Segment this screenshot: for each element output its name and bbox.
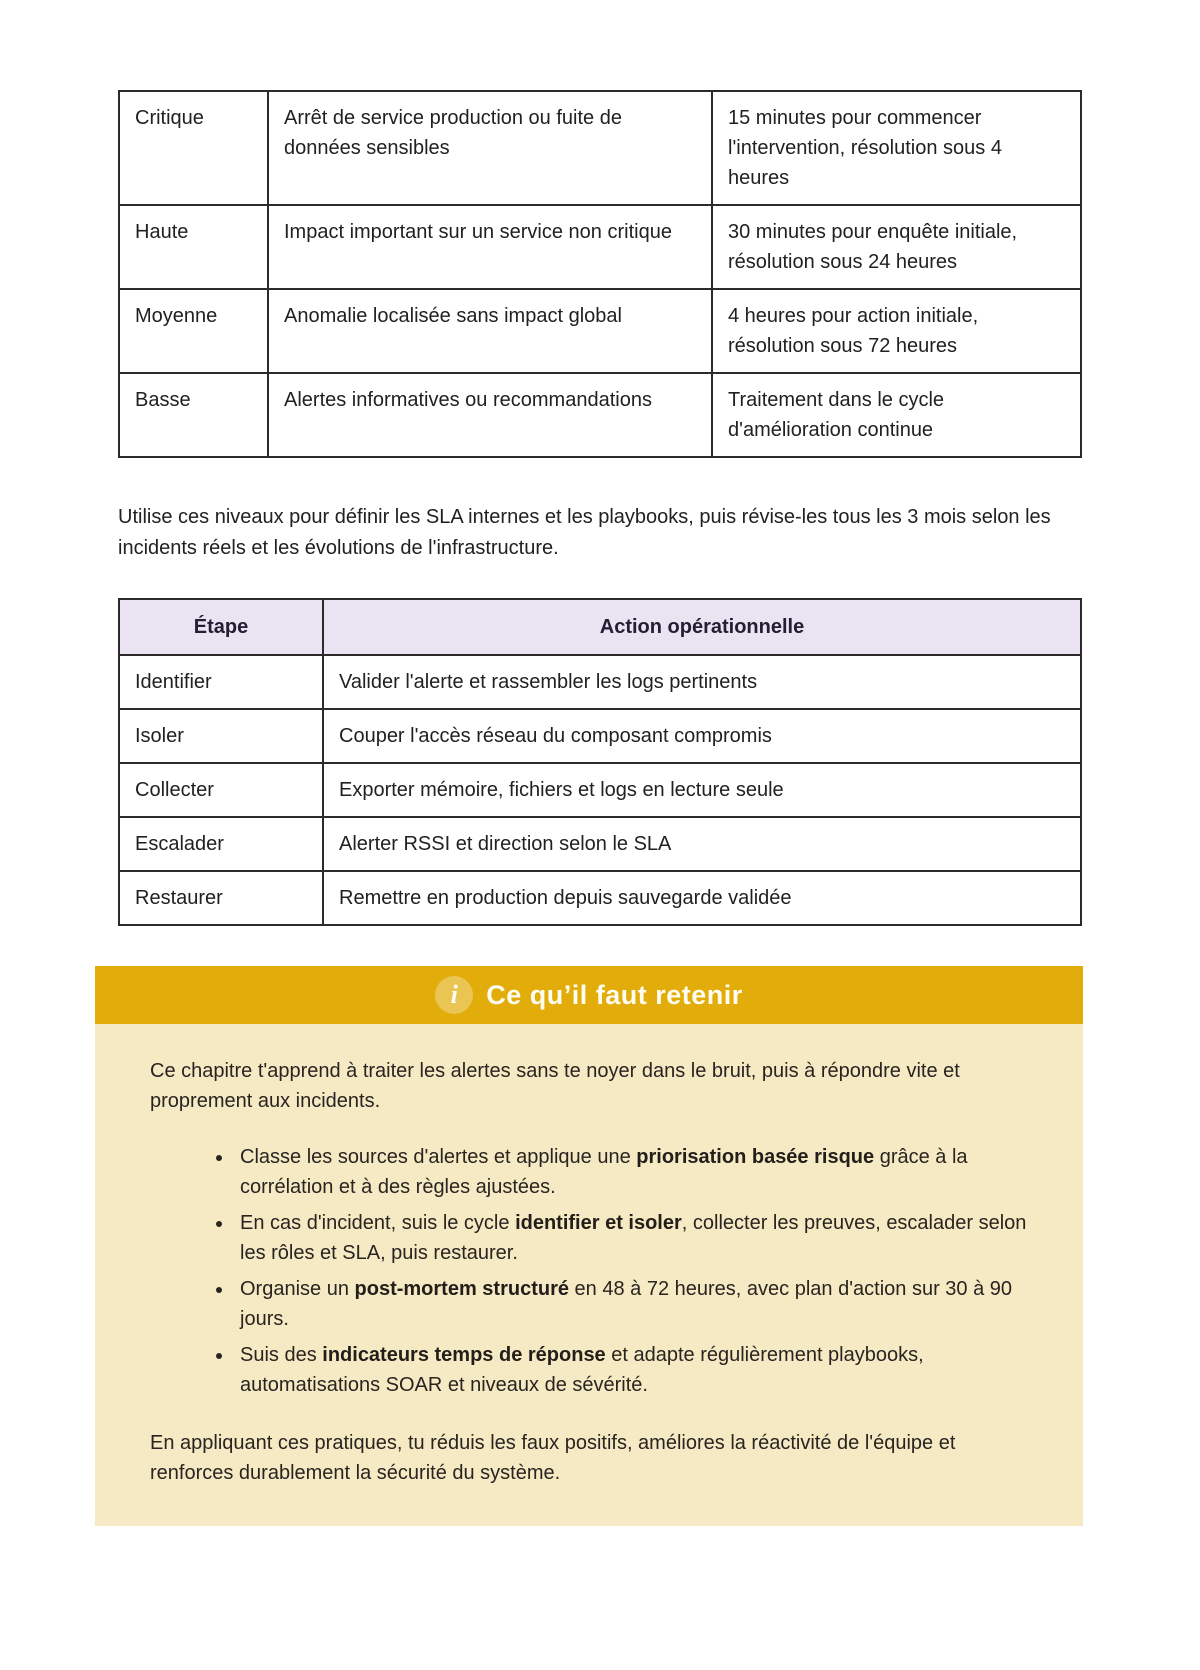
list-item — [234, 1208, 1028, 1268]
step-name-cell: Identifier — [119, 655, 323, 709]
key-takeaways-callout — [95, 966, 1083, 1526]
steps-header-step: Étape — [119, 599, 323, 655]
step-action-cell: Alerter RSSI et direction selon le SLA — [323, 817, 1081, 871]
table-row — [119, 817, 1081, 871]
severity-sla-cell: 30 minutes pour enquête initiale, résolution sous 24 heures — [712, 205, 1081, 289]
callout-header — [95, 966, 1083, 1024]
severity-table — [118, 90, 1082, 458]
bullet-emphasis: post-mortem structuré — [354, 1278, 569, 1300]
bullet-emphasis: indicateurs temps de réponse — [322, 1344, 606, 1366]
severity-level-cell: Moyenne — [119, 289, 268, 373]
bullet-text: grâce à la corrélation et à des règles ajustées. — [240, 1146, 968, 1198]
table-row — [119, 763, 1081, 817]
bullet-text: , collecter les preuves, escalader selon les rôles et SLA, puis restaurer. — [240, 1212, 1027, 1264]
sla-revision-paragraph: Utilise ces niveaux pour définir les SLA internes et les playbooks, puis révise-les tous les 3 mois selon les incidents réels et les évolutions de l'infrastructure. — [118, 506, 1051, 559]
step-action-cell: Valider l'alerte et rassembler les logs pertinents — [323, 655, 1081, 709]
steps-header-action: Action opérationnelle — [323, 599, 1081, 655]
bullet-text: Classe les sources d'alertes et applique une — [240, 1146, 637, 1168]
step-name-cell: Escalader — [119, 817, 323, 871]
step-name-cell: Isoler — [119, 709, 323, 763]
table-row — [119, 871, 1081, 925]
severity-description-cell: Arrêt de service production ou fuite de données sensibles — [268, 91, 712, 205]
bullet-text: En cas d'incident, suis le cycle — [240, 1212, 516, 1234]
severity-description-cell: Anomalie localisée sans impact global — [268, 289, 712, 373]
callout-bullet-list — [150, 1142, 1028, 1400]
severity-level-cell: Critique — [119, 91, 268, 205]
table-header-row — [119, 599, 1081, 655]
severity-sla-cell: 4 heures pour action initiale, résolution sous 72 heures — [712, 289, 1081, 373]
severity-sla-cell: 15 minutes pour commencer l'intervention, résolution sous 4 heures — [712, 91, 1081, 205]
table-row — [119, 289, 1081, 373]
callout-body — [95, 1024, 1083, 1526]
bullet-text: Suis des — [240, 1344, 323, 1366]
table-row — [119, 91, 1081, 205]
step-name-cell: Restaurer — [119, 871, 323, 925]
bullet-emphasis: identifier et isoler — [515, 1212, 682, 1234]
info-icon: i — [435, 976, 473, 1014]
severity-description-cell: Alertes informatives ou recommandations — [268, 373, 712, 457]
callout-outro: En appliquant ces pratiques, tu réduis les faux positifs, améliores la réactivité de l'équipe et renforces durablement la sécurité du système. — [150, 1432, 956, 1484]
step-name-cell: Collecter — [119, 763, 323, 817]
table-row — [119, 709, 1081, 763]
callout-title: Ce qu’il faut retenir — [486, 979, 743, 1010]
bullet-emphasis: priorisation basée risque — [636, 1146, 875, 1168]
callout-intro: Ce chapitre t'apprend à traiter les alertes sans te noyer dans le bruit, puis à répondre vite et proprement aux incidents. — [150, 1060, 960, 1112]
bullet-text: Organise un — [240, 1278, 355, 1300]
table-row — [119, 373, 1081, 457]
bullet-text: et adapte régulièrement playbooks, automatisations SOAR et niveaux de sévérité. — [240, 1344, 924, 1396]
list-item — [234, 1142, 1028, 1202]
list-item — [234, 1340, 1028, 1400]
bullet-text: en 48 à 72 heures, avec plan d'action sur 30 à 90 jours. — [240, 1278, 1013, 1330]
severity-description-cell: Impact important sur un service non critique — [268, 205, 712, 289]
severity-sla-cell: Traitement dans le cycle d'amélioration continue — [712, 373, 1081, 457]
severity-level-cell: Haute — [119, 205, 268, 289]
list-item — [234, 1274, 1028, 1334]
steps-table — [118, 598, 1082, 926]
step-action-cell: Remettre en production depuis sauvegarde validée — [323, 871, 1081, 925]
step-action-cell: Exporter mémoire, fichiers et logs en lecture seule — [323, 763, 1081, 817]
step-action-cell: Couper l'accès réseau du composant compromis — [323, 709, 1081, 763]
table-row — [119, 205, 1081, 289]
severity-level-cell: Basse — [119, 373, 268, 457]
table-row — [119, 655, 1081, 709]
